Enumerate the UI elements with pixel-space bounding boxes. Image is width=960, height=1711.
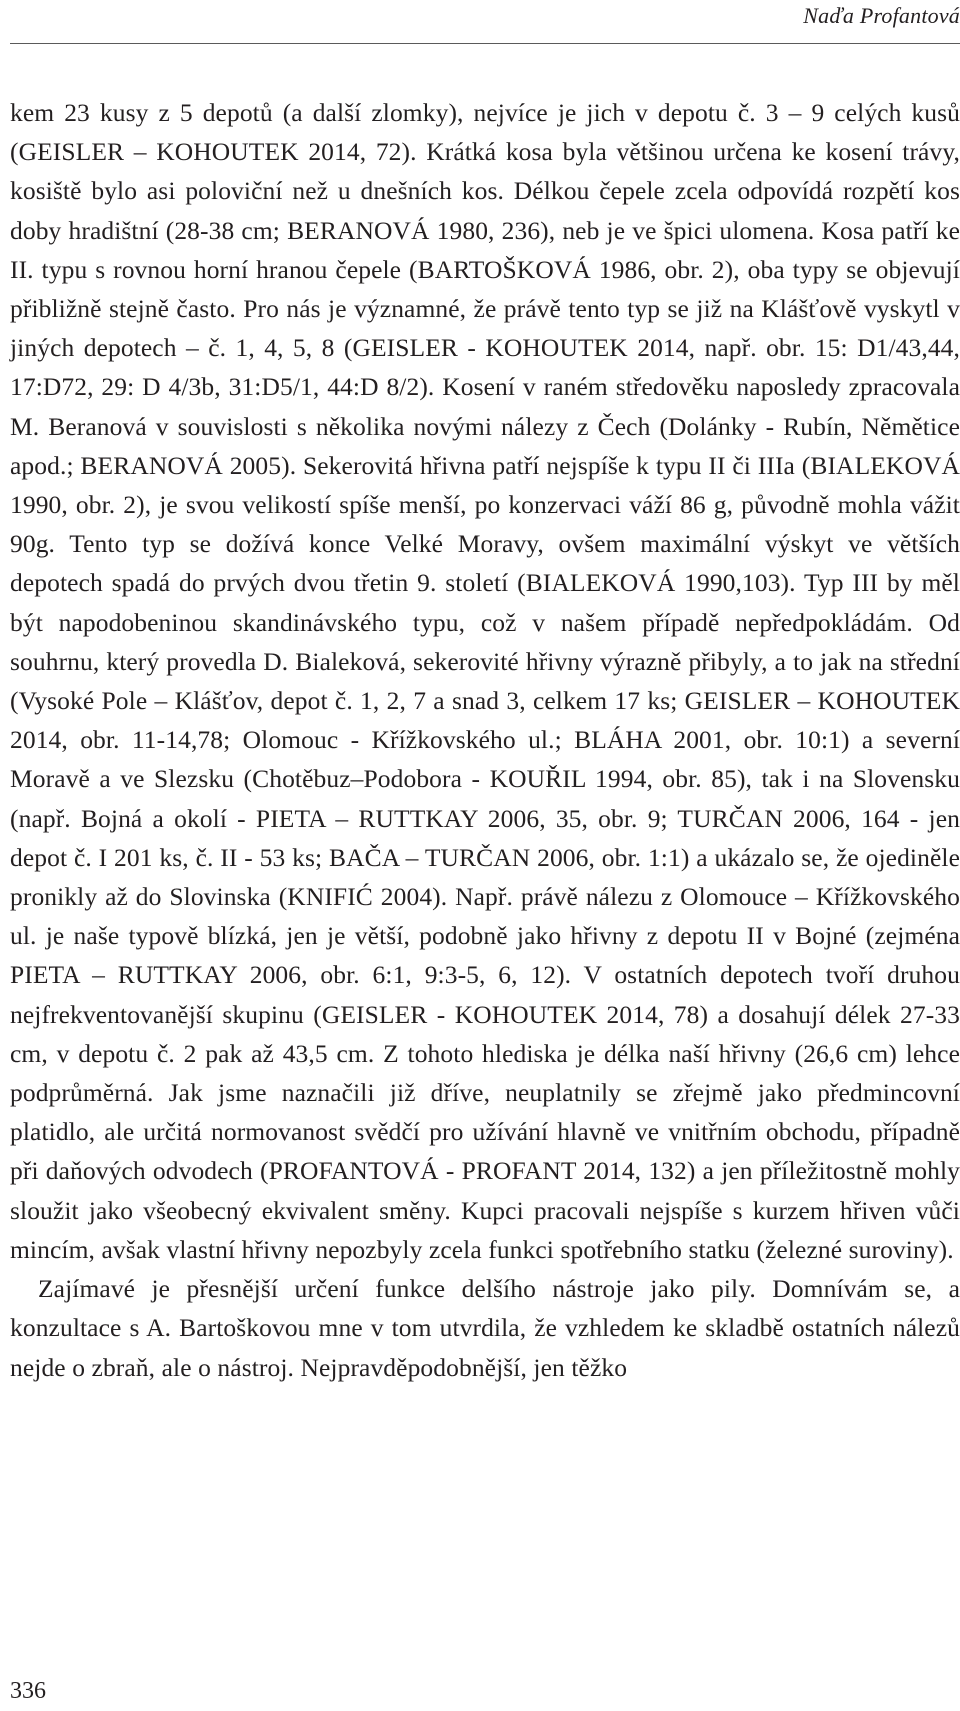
paragraph-2: Zajímavé je přesnější určení funkce delšího nástroje jako pily. Domnívám se, a konzultace s A. Bartoškovou mne v tom utvrdila, že vzhledem ke skladbě ostatních nálezů nejde o zbraň, ale o nástroj. Nejpravděpodobnější, jen těžko: [10, 1274, 960, 1382]
page-number: 336: [10, 1678, 46, 1704]
article-body: [10, 93, 960, 1387]
running-header: [10, 0, 960, 44]
paragraph-1: kem 23 kusy z 5 depotů (a další zlomky), nejvíce je jich v depotu č. 3 – 9 celých kusů (GEISLER – KOHOUTEK 2014, 72). Krátká kosa byla většinou určena ke kosení trávy, kosiště bylo asi poloviční než u dnešních kos. Délkou čepele zcela odpovídá rozpětí kos doby hradištní (28-38 cm; BERANOVÁ 1980, 236), neb je ve špici ulomena. Kosa patří ke II. typu s rovnou horní hranou čepele (BARTOŠKOVÁ 1986, obr. 2), oba typy se objevují přibližně stejně často. Pro nás je významné, že právě tento typ se již na Klášťově vyskytl v jiných depotech – č. 1, 4, 5, 8 (GEISLER - KOHOUTEK 2014, např. obr. 15: D1/43,44, 17:D72, 29: D 4/3b, 31:D5/1, 44:D 8/2). Kosení v raném středověku naposledy zpracovala M. Beranová v souvislosti s několika novými nálezy z Čech (Dolánky - Rubín, Němětice apod.; BERANOVÁ 2005). Sekerovitá hřivna patří nejspíše k typu II či IIIa (BIALEKOVÁ 1990, obr. 2), je svou velikostí spíše menší, po konzervaci váží 86 g, původně mohla vážit 90g. Tento typ se dožívá konce Velké Moravy, ovšem maximální výskyt ve větších depotech spadá do prvých dvou třetin 9. století (BIALEKOVÁ 1990,103). Typ III by měl být napodobeninou skandinávského typu, což v našem případě nepředpokládám. Od souhrnu, který provedla D. Bialeková, sekerovité hřivny výrazně přibyly, a to jak na střední (Vysoké Pole – Klášťov, depot č. 1, 2, 7 a snad 3, celkem 17 ks; GEISLER – KOHOUTEK 2014, obr. 11-14,78; Olomouc - Křížkovského ul.; BLÁHA 2001, obr. 10:1) a severní Moravě a ve Slezsku (Chotěbuz–Podobora - KOUŘIL 1994, obr. 85), tak i na Slovensku (např. Bojná a okolí - PIETA – RUTTKAY 2006, 35, obr. 9; TURČAN 2006, 164 - jen depot č. I 201 ks, č. II - 53 ks; BAČA – TURČAN 2006, obr. 1:1) a ukázalo se, že ojediněle pronikly až do Slovinska (KNIFIĆ 2004). Např. právě nálezu z Olomouce – Křížkovského ul. je naše typově blízká, jen je větší, podobně jako hřivny z depotu II v Bojné (zejména PIETA – RUTTKAY 2006, obr. 6:1, 9:3-5, 6, 12). V ostatních depotech tvoří druhou nejfrekventovanější skupinu (GEISLER - KOHOUTEK 2014, 78) a dosahují délek 27-33 cm, v depotu č. 2 pak až 43,5 cm. Z tohoto hlediska je délka naší hřivny (26,6 cm) lehce podprůměrná. Jak jsme naznačili již dříve, neuplatnily se zřejmě jako předmincovní platidlo, ale určitá normovanost svědčí pro užívání hlavně ve vnitřním obchodu, případně při daňových odvodech (PROFANTOVÁ - PROFANT 2014, 132) a jen příležitostně mohly sloužit jako všeobecný ekvivalent směny. Kupci pracovali nejspíše s kurzem hřiven vůči mincím, avšak vlastní hřivny nepozbyly zcela funkci spotřebního statku (železné suroviny).: [10, 98, 960, 1264]
author-name: Naďa Profantová: [803, 3, 960, 28]
